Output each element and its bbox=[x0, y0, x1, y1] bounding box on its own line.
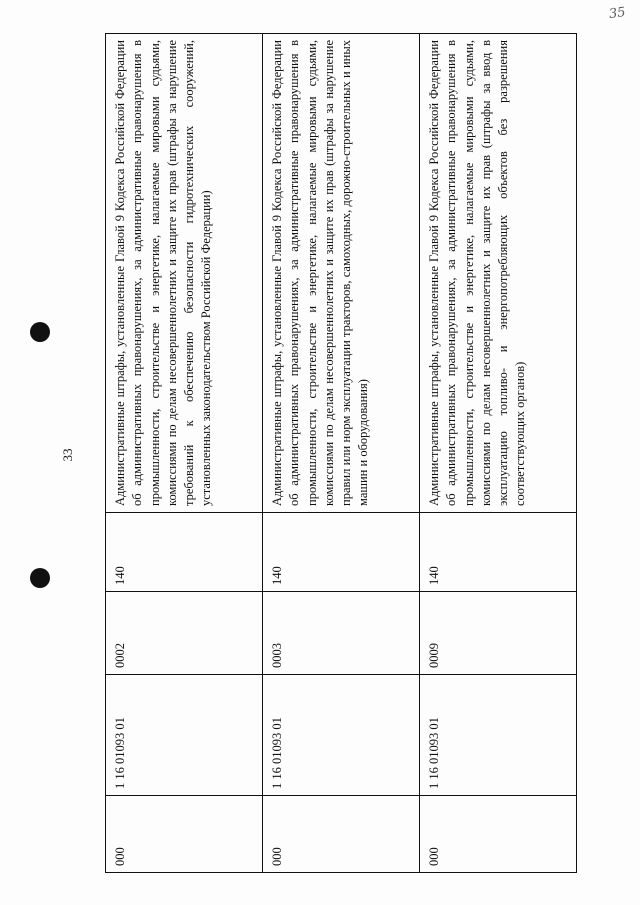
description-cell: Административные штрафы, установленные Главой 9 Кодекса Российской Федерации об административных правонарушениях, за административные правонарушения в промышленности, строительстве и энергетике, налагаемые мировыми судьями, комиссиями по делам несовершеннолетних и защите их прав (штрафы за ввод в эксплуатацию топливо- и энергопотребляющих объектов без разрешения соответствующих органов) bbox=[420, 34, 577, 513]
admin-code-cell: 000 bbox=[263, 796, 420, 873]
kbk-cell: 1 16 01093 01 bbox=[263, 675, 420, 796]
group-cell: 140 bbox=[420, 513, 577, 592]
admin-code-cell: 000 bbox=[420, 796, 577, 873]
page-number: 33 bbox=[60, 448, 75, 462]
table-row bbox=[263, 34, 420, 873]
table-row bbox=[106, 34, 263, 873]
handwritten-sheet-number: 35 bbox=[608, 4, 627, 23]
description-cell: Административные штрафы, установленные Главой 9 Кодекса Российской Федерации об административных правонарушениях, за административные правонарушения в промышленности, строительстве и энергетике, налагаемые мировыми судьями, комиссиями по делам несовершеннолетних и защите их прав (штрафы за нарушение правил или норм эксплуатации тракторов, самоходных, дорожно-строительных и иных машин и оборудования) bbox=[263, 34, 420, 513]
group-cell: 140 bbox=[263, 513, 420, 592]
budget-codes-table bbox=[105, 33, 577, 873]
description-cell: Административные штрафы, установленные Главой 9 Кодекса Российской Федерации об административных правонарушениях, за административные правонарушения в промышленности, строительстве и энергетике, налагаемые мировыми судьями, комиссиями по делам несовершеннолетних и защите их прав (штрафы за нарушение требований к обеспечению безопасности гидротехнических сооружений, установленных законодательством Российской Федерации) bbox=[106, 34, 263, 513]
kbk-cell: 1 16 01093 01 bbox=[420, 675, 577, 796]
subcode-cell: 0009 bbox=[420, 592, 577, 675]
kbk-cell: 1 16 01093 01 bbox=[106, 675, 263, 796]
punch-hole-top bbox=[30, 322, 50, 342]
punch-hole-bottom bbox=[30, 568, 50, 588]
admin-code-cell: 000 bbox=[106, 796, 263, 873]
group-cell: 140 bbox=[106, 513, 263, 592]
table-row bbox=[420, 34, 577, 873]
rotated-table-container bbox=[105, 33, 577, 873]
subcode-cell: 0002 bbox=[106, 592, 263, 675]
subcode-cell: 0003 bbox=[263, 592, 420, 675]
